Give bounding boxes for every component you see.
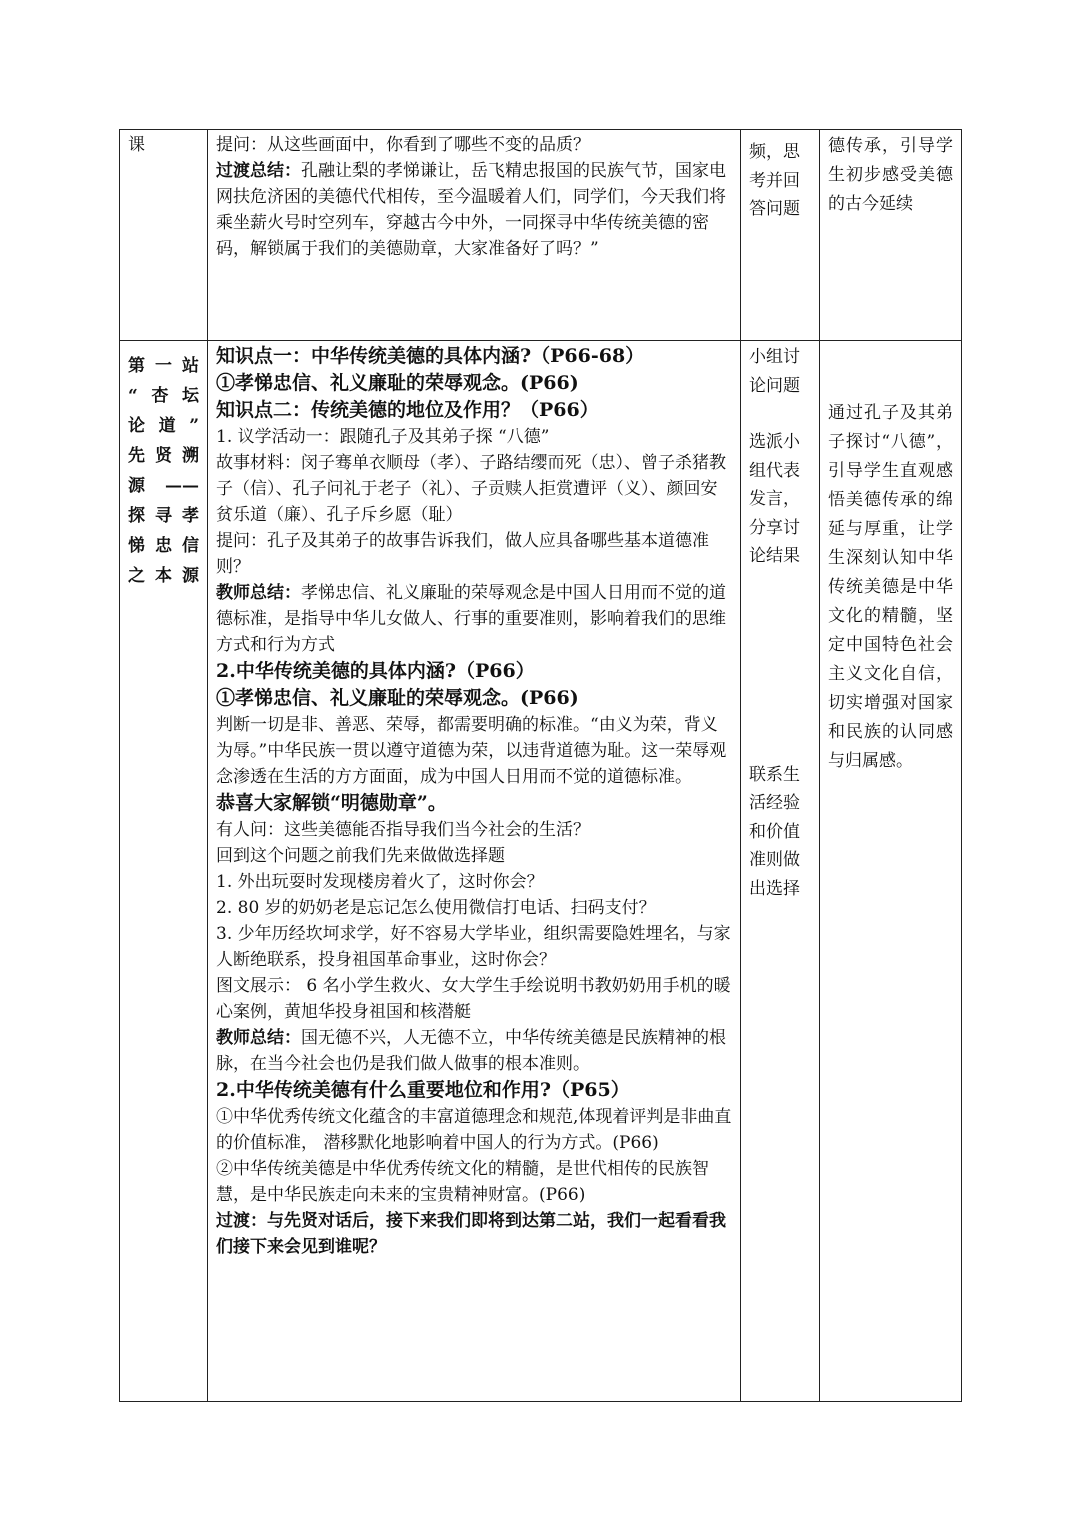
goal-text: 德传承，引导学生初步感受美德的古今延续 <box>828 136 953 214</box>
stage-text: 课 <box>128 135 145 155</box>
heading-connotation-a: ①孝悌忠信、礼义廉耻的荣辱观念。(P66) <box>216 687 579 709</box>
lesson-plan-table <box>119 129 962 1402</box>
teacher-summary-2 <box>216 1025 732 1077</box>
choice-1: 1. 外出玩耍时发现楼房着火了，这时你会？ <box>216 872 544 892</box>
summary-text: 国无德不兴，人无德不立，中华传统美德是民族精神的根脉，在当今社会也仍是我们做人做事的根本准则。 <box>216 1028 726 1074</box>
stage-line: 先贤溯 <box>128 446 199 466</box>
activity-1: 1. 议学活动一：跟随孔子及其弟子探 “八德” <box>216 427 550 447</box>
teacher-summary-1 <box>216 580 732 658</box>
judge-text: 判断一切是非、善恶、荣辱，都需要明确的标准。“由义为荣，背义为辱。”中华民族一贯以遵守道德为荣，以违背道德为耻。这一荣辱观念渗透在生活的方方面面，成为中国人日用而不觉的道德标准。 <box>216 715 727 787</box>
stage-line: 论道” <box>128 416 199 436</box>
stage-line: 源—— <box>128 476 199 496</box>
goal-cell <box>820 341 962 1402</box>
stage-line: 之本源 <box>128 566 199 586</box>
heading-role: 2.中华传统美德有什么重要地位和作用?（P65） <box>216 1079 630 1101</box>
stage-line: “杏坛 <box>128 386 199 406</box>
transition-text: 过渡：与先贤对话后，接下来我们即将到达第二站，我们一起看看我们接下来会见到谁呢？ <box>216 1211 726 1257</box>
stage-cell <box>120 130 208 341</box>
question-text: 提问：从这些画面中，你看到了哪些不变的品质？ <box>216 135 590 155</box>
student-activity-text: 频，思考并回答问题 <box>749 142 800 219</box>
back-text: 回到这个问题之前我们先来做做选择题 <box>216 846 505 866</box>
question-text: 提问：孔子及其弟子的故事告诉我们，做人应具备哪些基本道德准则？ <box>216 531 709 577</box>
student-activity-1: 小组讨论问题 <box>749 347 800 396</box>
knowledge-point-2: 知识点二：传统美德的地位及作用？（P66） <box>216 399 599 421</box>
choice-3: 3. 少年历经坎坷求学，好不容易大学毕业，组织需要隐姓埋名，与家人断绝联系，投身祖国革命事业，这时你会？ <box>216 924 731 970</box>
summary-label: 教师总结： <box>216 583 301 603</box>
goal-cell <box>820 130 962 341</box>
ask-text: 有人问：这些美德能否指导我们当今社会的生活？ <box>216 820 590 840</box>
transition-summary <box>216 158 732 262</box>
goal-text: 通过孔子及其弟子探讨“八德”，引导学生直观感悟美德传承的绵延与厚重，让学生深刻认知中华传统美德是中华文化的精髓，坚定中国特色社会主义文化自信，切实增强对国家和民族的认同感与归属感。 <box>828 403 953 771</box>
stage-line: 第一站 <box>128 356 199 376</box>
knowledge-point-1: 知识点一：中华传统美德的具体内涵?（P66-68） <box>216 345 645 367</box>
role-point-1: ①中华优秀传统文化蕴含的丰富道德理念和规范,体现着评判是非曲直的价值标准， 潜移默化地影响着中国人的行为方式。(P66) <box>216 1107 732 1153</box>
content-cell <box>208 130 741 341</box>
content-cell <box>208 341 741 1402</box>
stage-line: 探寻孝 <box>128 506 199 526</box>
stage-line: 悌忠信 <box>128 536 199 556</box>
role-point-2: ②中华传统美德是中华优秀传统文化的精髓，是世代相传的民族智慧，是中华民族走向未来的宝贵精神财富。(P66) <box>216 1159 709 1205</box>
story-material: 故事材料：闵子骞单衣顺母（孝）、子路结缨而死（忠）、曾子杀猪教子（信）、孔子问礼于老子（礼）、子贡赎人拒赏遭评（义）、颜回安贫乐道（廉）、孔子斥乡愿（耻） <box>216 453 726 525</box>
stage-cell <box>120 341 208 1402</box>
summary-label: 过渡总结： <box>216 161 301 181</box>
summary-label: 教师总结： <box>216 1028 301 1048</box>
student-activity-3: 联系生活经验和价值准则做出选择 <box>749 764 800 899</box>
student-activity-cell <box>741 130 820 341</box>
show-text: 图文展示： 6 名小学生救火、女大学生手绘说明书教奶奶用手机的暖心案例，黄旭华投身祖国和核潜艇 <box>216 976 731 1022</box>
heading-connotation: 2.中华传统美德的具体内涵?（P66） <box>216 660 535 682</box>
medal-text: 恭喜大家解锁“明德勋章”。 <box>216 792 447 814</box>
student-activity-cell <box>741 341 820 1402</box>
student-activity-2: 选派小组代表发言，分享讨论结果 <box>749 432 800 566</box>
choice-2: 2. 80 岁的奶奶老是忘记怎么使用微信打电话、扫码支付？ <box>216 898 656 918</box>
knowledge-point-1a: ①孝悌忠信、礼义廉耻的荣辱观念。(P66) <box>216 372 579 394</box>
summary-text: 孔融让梨的孝悌谦让，岳飞精忠报国的民族气节，国家电网扶危济困的美德代代相传，至今温暖着人们，同学们，今天我们将乘坐薪火号时空列车，穿越古今中外，一同探寻中华传统美德的密码，解锁属于我们的美德勋章，大家准备好了吗？” <box>216 161 726 259</box>
table-row <box>120 130 962 341</box>
summary-text: 孝悌忠信、礼义廉耻的荣辱观念是中国人日用而不觉的道德标准，是指导中华儿女做人、行事的重要准则，影响着我们的思维方式和行为方式 <box>216 583 726 655</box>
table-row <box>120 341 962 1402</box>
